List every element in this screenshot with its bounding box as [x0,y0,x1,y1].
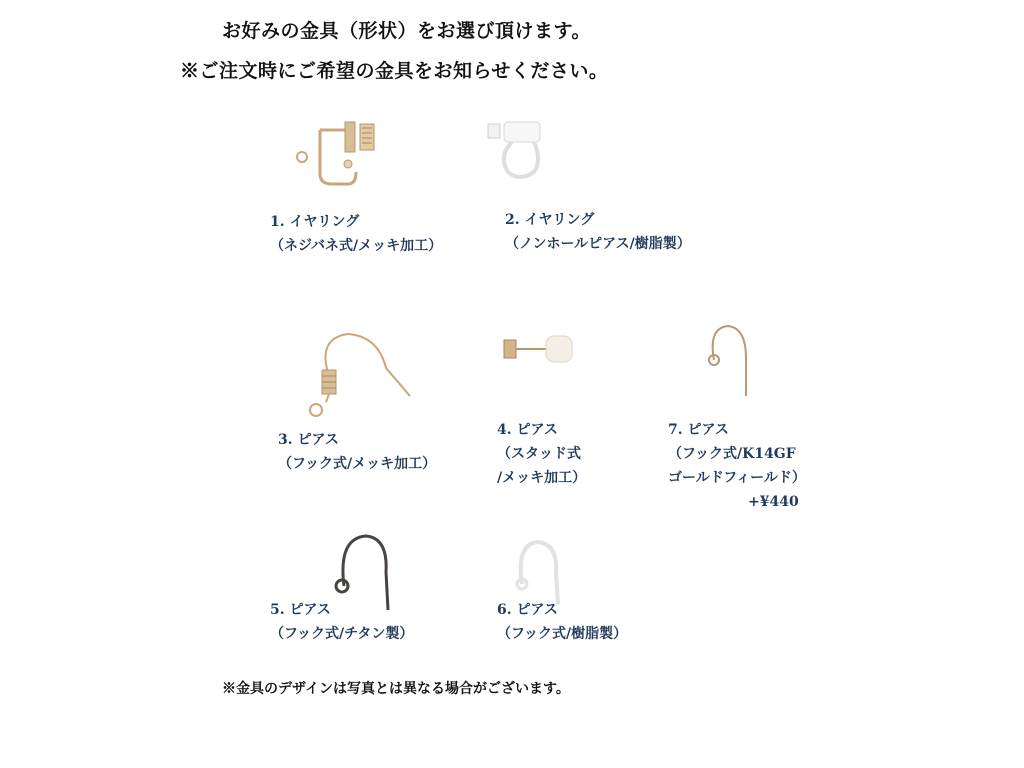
item-5-title: 5. ピアス [270,602,331,618]
order-note: ※ご注文時にご希望の金具をお知らせください。 [180,60,609,82]
item-3-label [278,428,436,476]
item-3-desc: （フック式/メッキ加工） [278,456,437,472]
page-title: お好みの金具（形状）をお選び頂けます。 [222,20,591,42]
item-7-price: +¥440 [748,494,799,510]
item-1-desc: （ネジバネ式/メッキ加工） [270,238,443,254]
earring-screw-clip-photo [290,112,410,192]
item-7-label [668,418,806,514]
earring-resin-clip-photo [480,118,570,188]
pierce-hook-k14gf-photo [700,322,760,402]
item-6-desc: （フック式/樹脂製） [497,626,628,642]
item-5-label [270,598,413,646]
item-4-desc: （スタッド式 [497,446,581,462]
pierce-stud-photo [498,330,588,370]
item-2-label [505,208,691,256]
item-4-label [497,418,586,490]
pierce-hook-gold-photo [298,328,418,428]
item-1-label [270,210,442,258]
item-7-desc: （フック式/K14GF [668,446,796,462]
item-2-title: 2. イヤリング [505,212,595,228]
item-6-label [497,598,627,646]
item-7-title: 7. ピアス [668,422,729,438]
item-6-title: 6. ピアス [497,602,558,618]
design-disclaimer: ※金具のデザインは写真とは異なる場合がございます。 [222,681,570,697]
item-4-desc-2: /メッキ加工） [497,470,587,486]
item-1-title: 1. イヤリング [270,214,360,230]
item-2-desc: （ノンホールピアス/樹脂製） [505,236,691,252]
item-7-desc-2: ゴールドフィールド） [668,470,806,486]
item-3-title: 3. ピアス [278,432,339,448]
item-4-title: 4. ピアス [497,422,558,438]
item-5-desc: （フック式/チタン製） [270,626,414,642]
